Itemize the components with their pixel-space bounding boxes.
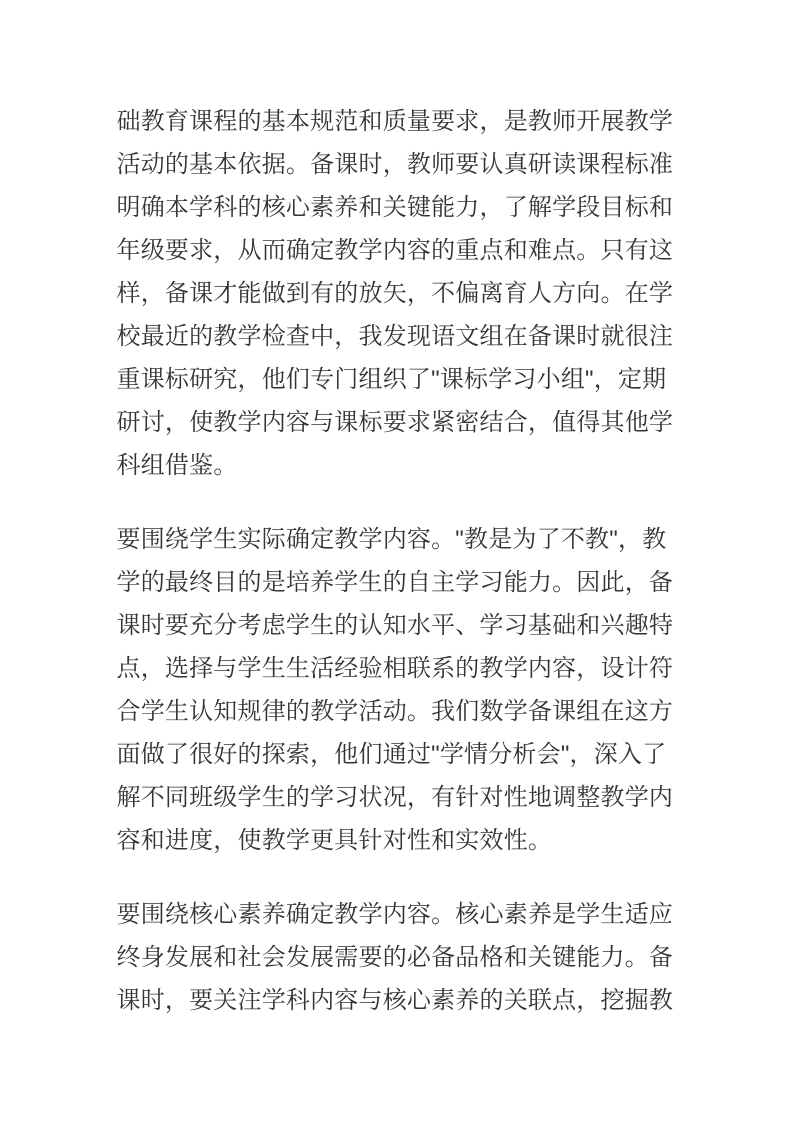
paragraph-student-reality [117, 518, 677, 862]
text-line: 要围绕学生实际确定教学内容。"教是为了不教"，教 [116, 526, 667, 553]
text-line: 活动的基本依据。备课时，教师要认真研读课程标准 [116, 151, 674, 178]
document-page [117, 0, 677, 1022]
text-line: 学的最终目的是培养学生的自主学习能力。因此，备 [116, 569, 674, 596]
text-line: 面做了很好的探索，他们通过"学情分析会"，深入了 [116, 741, 667, 768]
text-line: 科组借鉴。 [116, 452, 238, 479]
text-line: 年级要求，从而确定教学内容的重点和难点。只有这 [116, 237, 674, 264]
paragraph-curriculum-standards [117, 100, 677, 487]
text-line: 课时，要关注学科内容与核心素养的关联点，挖掘教 [116, 987, 674, 1014]
text-line: 研讨，使教学内容与课标要求紧密结合，值得其他学 [116, 409, 674, 436]
text-line: 要围绕核心素养确定教学内容。核心素养是学生适应 [116, 901, 674, 928]
text-line: 样，备课才能做到有的放矢，不偏离育人方向。在学 [116, 280, 674, 307]
text-line: 终身发展和社会发展需要的必备品格和关键能力。备 [116, 944, 674, 971]
text-line: 重课标研究，他们专门组织了"课标学习小组"，定期 [116, 366, 667, 393]
text-line: 合学生认知规律的教学活动。我们数学备课组在这方 [116, 698, 674, 725]
text-line: 明确本学科的核心素养和关键能力，了解学段目标和 [116, 194, 674, 221]
text-line: 点，选择与学生生活经验相联系的教学内容，设计符 [116, 655, 674, 682]
text-line: 解不同班级学生的学习状况，有针对性地调整教学内 [116, 784, 674, 811]
text-line: 校最近的教学检查中，我发现语文组在备课时就很注 [116, 323, 674, 350]
text-line: 容和进度，使教学更具针对性和实效性。 [116, 827, 553, 854]
text-line: 课时要充分考虑学生的认知水平、学习基础和兴趣特 [116, 612, 674, 639]
paragraph-core-competencies [117, 893, 677, 1022]
text-line: 础教育课程的基本规范和质量要求，是教师开展教学 [116, 108, 674, 135]
